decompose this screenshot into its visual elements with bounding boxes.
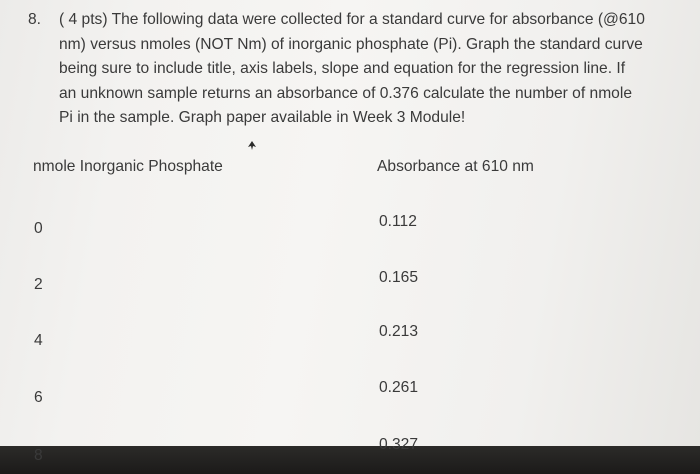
question-line: Pi in the sample. Graph paper available in Week 3 Module! [59, 109, 466, 127]
question-text [59, 8, 696, 131]
table-cell-nmole: 4 [34, 332, 43, 349]
table-cell-nmole: 0 [34, 220, 43, 237]
table-cell-absorbance: 0.213 [379, 323, 419, 340]
table-cell-absorbance: 0.165 [379, 269, 419, 286]
question-line: being sure to include title, axis labels, slope and equation for the regression line. If [59, 60, 626, 78]
table-cell-nmole: 8 [34, 447, 43, 464]
question-number: 8. [28, 11, 42, 28]
table-cell-nmole: 6 [34, 389, 43, 406]
column-header-nmole: nmole Inorganic Phosphate [33, 158, 223, 175]
question-line: an unknown sample returns an absorbance of 0.376 calculate the number of nmole [59, 84, 632, 102]
column-header-absorbance: Absorbance at 610 nm [377, 158, 534, 175]
table-cell-absorbance: 0.112 [379, 213, 417, 230]
photo-dark-edge [0, 446, 700, 474]
table-cell-absorbance: 0.261 [379, 379, 419, 396]
table-cell-nmole: 2 [34, 276, 43, 293]
pointer-cursor-icon [248, 141, 256, 150]
table-cell-absorbance: 0.327 [379, 436, 419, 453]
question-line: ( 4 pts) The following data were collected for a standard curve for absorbance (@610 [59, 11, 645, 28]
question-line: nm) versus nmoles (NOT Nm) of inorganic phosphate (Pi). Graph the standard curve [59, 35, 643, 53]
